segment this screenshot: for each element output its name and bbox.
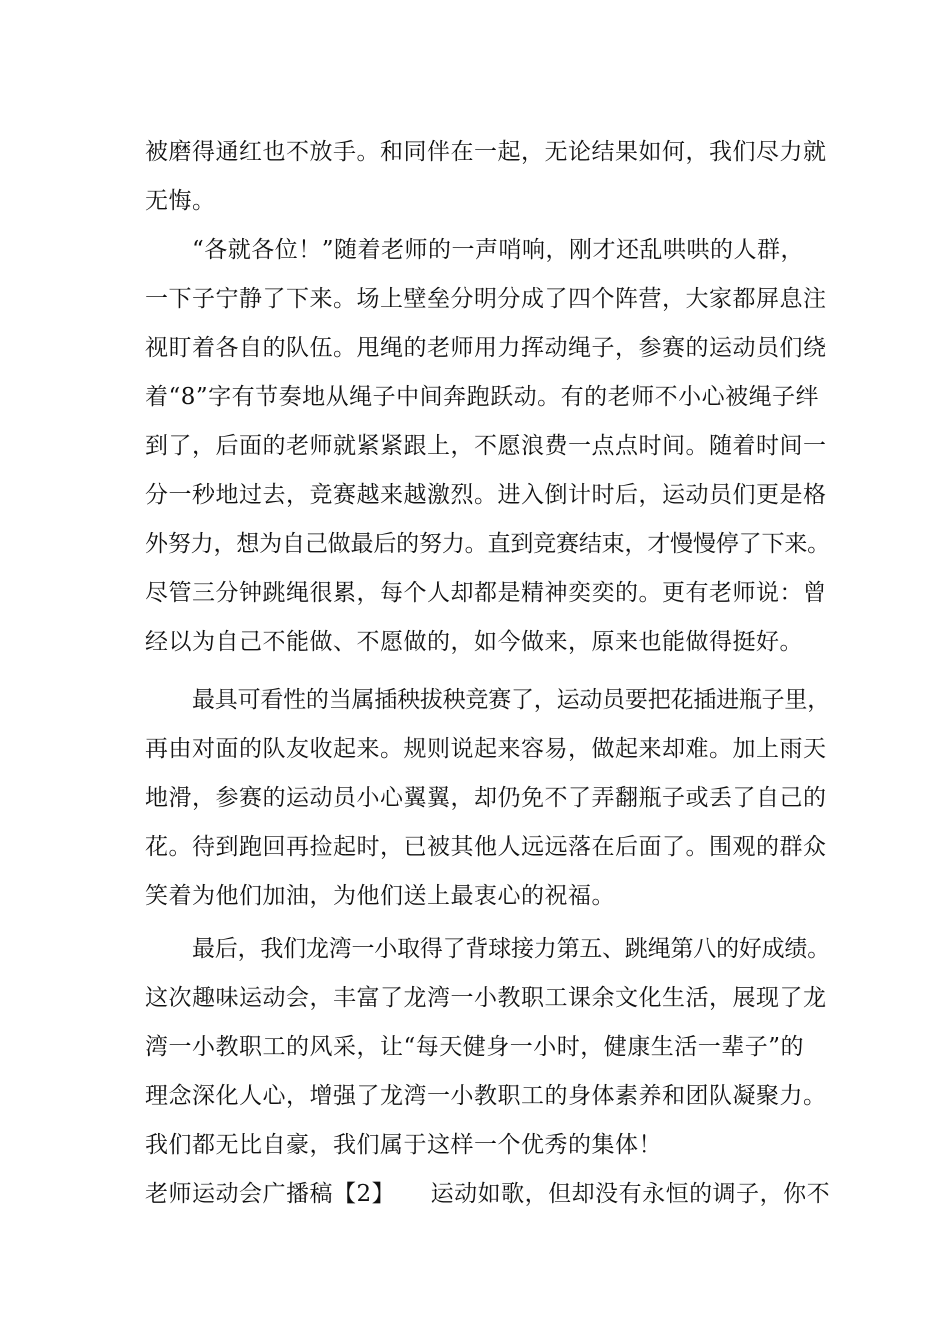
paragraph-line: 地滑，参赛的运动员小心翼翼，却仍免不了弄翻瓶子或丢了自己的 <box>145 785 827 811</box>
paragraph-line: 被磨得通红也不放手。和同伴在一起，无论结果如何，我们尽力就 <box>145 139 827 165</box>
paragraph-line: 湾一小教职工的风采，让“每天健身一小时，健康生活一辈子”的 <box>145 1034 805 1060</box>
paragraph-line: 这次趣味运动会，丰富了龙湾一小教职工课余文化生活，展现了龙 <box>145 985 827 1011</box>
paragraph-line: 分一秒地过去，竞赛越来越激烈。进入倒计时后，运动员们更是格 <box>145 482 827 508</box>
paragraph-line: 到了，后面的老师就紧紧跟上，不愿浪费一点点时间。随着时间一 <box>145 433 827 459</box>
paragraph-line: 最后，我们龙湾一小取得了背球接力第五、跳绳第八的好成绩。 <box>192 936 831 962</box>
paragraph-line: “各就各位！”随着老师的一声哨响，刚才还乱哄哄的人群， <box>192 237 805 263</box>
paragraph-line: 我们都无比自豪，我们属于这样一个优秀的集体！ <box>145 1132 662 1158</box>
paragraph-line: 再由对面的队友收起来。规则说起来容易，做起来却难。加上雨天 <box>145 736 827 762</box>
paragraph-line: 着“8”字有节奏地从绳子中间奔跑跃动。有的老师不小心被绳子绊 <box>145 384 820 410</box>
paragraph-line: 笑着为他们加油，为他们送上最衷心的祝福。 <box>145 883 615 909</box>
paragraph-line: 外努力，想为自己做最后的努力。直到竞赛结束，才慢慢停了下来。 <box>145 531 831 557</box>
paragraph-line: 花。待到跑回再捡起时，已被其他人远远落在后面了。围观的群众 <box>145 834 827 860</box>
paragraph-line: 经以为自己不能做、不愿做的，如今做来，原来也能做得挺好。 <box>145 629 803 655</box>
paragraph-line: 最具可看性的当属插秧拔秧竞赛了，运动员要把花插进瓶子里， <box>192 687 831 713</box>
paragraph-line: 一下子宁静了下来。场上壁垒分明分成了四个阵营，大家都屏息注 <box>145 286 827 312</box>
section-heading-line: 老师运动会广播稿【2】 运动如歌，但却没有永恒的调子，你不 <box>145 1181 831 1207</box>
paragraph-line: 视盯着各自的队伍。甩绳的老师用力挥动绳子，参赛的运动员们绕 <box>145 335 827 361</box>
paragraph-line: 尽管三分钟跳绳很累，每个人却都是精神奕奕的。更有老师说：曾 <box>145 580 827 606</box>
paragraph-line: 理念深化人心，增强了龙湾一小教职工的身体素养和团队凝聚力。 <box>145 1083 827 1109</box>
paragraph-line: 无悔。 <box>145 188 216 214</box>
